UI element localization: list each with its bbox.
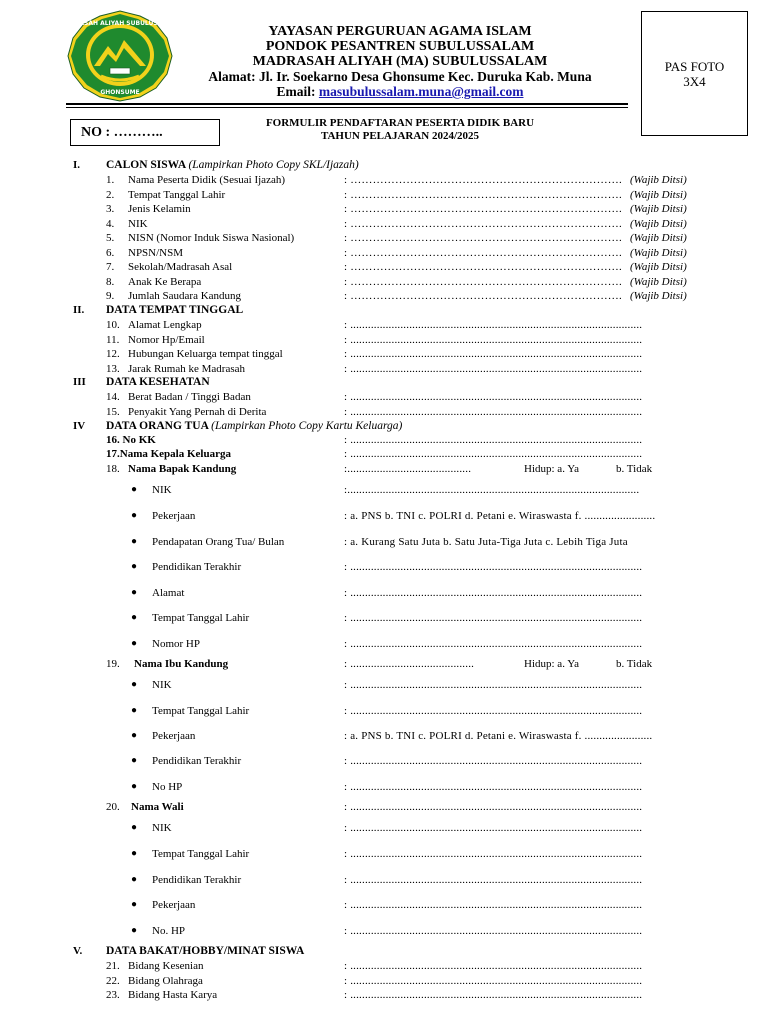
- field-number: 14.: [106, 391, 120, 403]
- field-number: 17.Nama Kepala Keluarga: [106, 448, 231, 460]
- fill-line[interactable]: : ...................................................................................................: [344, 348, 643, 360]
- hidup-ya-option[interactable]: Hidup: a. Ya: [524, 463, 580, 475]
- field-label: No. HP: [152, 925, 186, 937]
- field-number: 1.: [106, 174, 115, 186]
- fill-line[interactable]: : ...................................................................................................: [344, 612, 643, 624]
- fill-line[interactable]: : ...................................................................................................: [344, 434, 643, 446]
- section-title: DATA TEMPAT TINGGAL: [106, 304, 244, 316]
- fill-line[interactable]: : a. Kurang Satu Juta b. Satu Juta-Tiga Juta c. Lebih Tiga Juta: [344, 536, 628, 548]
- required-note: (Wajib Ditsi): [630, 174, 687, 186]
- bullet-icon: ●: [131, 510, 138, 521]
- form-row: [0, 988, 768, 1002]
- form-row: [0, 289, 768, 303]
- fill-line[interactable]: : ...................................................................................................: [344, 405, 643, 418]
- field-label: Pendidikan Terakhir: [152, 874, 242, 886]
- fill-line[interactable]: : ...................................................................................................: [344, 925, 643, 937]
- field-label: Nama Ibu Kandung: [134, 658, 229, 670]
- header-pesantren: PONDOK PESANTREN SUBULUSSALAM: [265, 39, 535, 54]
- field-number: 21.: [106, 960, 120, 972]
- fill-line[interactable]: :..........................................: [344, 463, 472, 475]
- fill-line[interactable]: : ...................................................................................................: [344, 801, 643, 813]
- field-label: Bidang Hasta Karya: [128, 989, 218, 1001]
- field-number: 11.: [106, 333, 120, 346]
- section-heading: [0, 375, 768, 389]
- form-row-no-kk: [0, 433, 768, 447]
- bullet-icon: ●: [131, 587, 138, 598]
- bullet-icon: ●: [131, 874, 138, 885]
- bullet-icon: ●: [131, 925, 138, 936]
- fill-line[interactable]: : ...................................................................................................: [344, 679, 643, 691]
- field-label: Pendidikan Terakhir: [152, 755, 242, 767]
- form-row: [0, 560, 768, 574]
- field-label: Tempat Tanggal Lahir: [152, 612, 250, 624]
- fill-line[interactable]: : ……………………………………………………………….: [344, 275, 622, 288]
- header-divider: [66, 103, 628, 105]
- form-row: [0, 637, 768, 651]
- form-row: [0, 188, 768, 202]
- field-number: 13.: [106, 362, 120, 375]
- form-row: [0, 347, 768, 361]
- hidup-tidak-option[interactable]: b. Tidak: [616, 463, 653, 475]
- form-row-nama-wali: [0, 800, 768, 814]
- form-row: [0, 202, 768, 216]
- form-row: [0, 483, 768, 497]
- field-label: Penyakit Yang Pernah di Derita: [128, 405, 267, 418]
- fill-line[interactable]: : ...................................................................................................: [344, 391, 643, 403]
- field-number: 2.: [106, 188, 115, 201]
- fill-line[interactable]: : ……………………………………………………………….: [344, 261, 622, 273]
- bullet-icon: ●: [131, 679, 138, 690]
- logo-bottom-text: GHONSUME: [100, 89, 140, 96]
- section-number: III: [73, 376, 86, 388]
- fill-line[interactable]: : ...................................................................................................: [344, 781, 643, 793]
- field-label: Nama Bapak Kandung: [128, 463, 237, 475]
- registration-number-box: NO : ………..: [70, 119, 220, 146]
- field-label: Hubungan Keluarga tempat tinggal: [128, 348, 283, 360]
- fill-line[interactable]: : ...................................................................................................: [344, 822, 643, 834]
- form-row: [0, 390, 768, 404]
- field-number: 22.: [106, 974, 120, 987]
- field-label: Bidang Kesenian: [128, 960, 204, 972]
- fill-line[interactable]: : ...................................................................................................: [344, 333, 643, 346]
- field-label: NIK: [152, 679, 172, 691]
- form-row: [0, 173, 768, 187]
- photo-size: 3X4: [683, 74, 706, 89]
- form-row: [0, 260, 768, 274]
- fill-line[interactable]: : ……………………………………………………………….: [344, 174, 622, 186]
- bullet-icon: ●: [131, 536, 138, 547]
- field-number: 23.: [106, 989, 120, 1001]
- header-divider-thin: [66, 107, 628, 108]
- section-heading: [0, 419, 768, 433]
- fill-line[interactable]: : ……………………………………………………………….: [344, 188, 622, 201]
- field-label: Sekolah/Madrasah Asal: [128, 261, 233, 273]
- section-title: DATA ORANG TUA (Lampirkan Photo Copy Kartu Keluarga): [106, 420, 403, 432]
- photo-box: [641, 11, 748, 136]
- form-subtitle: TAHUN PELAJARAN 2024/2025: [320, 130, 480, 142]
- field-label: Jenis Kelamin: [128, 203, 191, 215]
- logo-ring-text: MADRASAH ALIYAH SUBULUSSALAM: [59, 20, 181, 27]
- fill-line[interactable]: : ...................................................................................................: [344, 848, 643, 860]
- bullet-icon: ●: [131, 730, 138, 741]
- section-number: II.: [73, 304, 85, 316]
- required-note: (Wajib Ditsi): [630, 232, 687, 244]
- fill-line[interactable]: : ..........................................: [344, 658, 475, 670]
- field-number: 18.: [106, 463, 120, 475]
- field-number: 19.: [106, 658, 120, 670]
- fill-line[interactable]: : ……………………………………………………………….: [344, 246, 622, 259]
- fill-line[interactable]: : a. PNS b. TNI c. POLRI d. Petani e. Wiraswasta f. ........................: [344, 510, 656, 522]
- fill-line[interactable]: : ...................................................................................................: [344, 319, 643, 331]
- required-note: (Wajib Ditsi): [630, 188, 687, 201]
- form-row: [0, 246, 768, 260]
- field-label: NIK: [128, 217, 148, 230]
- bullet-icon: ●: [131, 561, 138, 572]
- fill-line[interactable]: : ……………………………………………………………….: [344, 232, 622, 244]
- email-label: Email:: [276, 84, 319, 99]
- field-label: NPSN/NSM: [128, 246, 184, 259]
- field-label: NIK: [152, 822, 172, 834]
- section-title: CALON SISWA (Lampirkan Photo Copy SKL/Ijazah): [106, 159, 359, 171]
- field-number: 16. No KK: [106, 434, 156, 446]
- bullet-icon: ●: [131, 484, 138, 495]
- bullet-icon: ●: [131, 705, 138, 716]
- section-heading: [0, 944, 768, 958]
- header-madrasah: MADRASAH ALIYAH (MA) SUBULUSSALAM: [252, 54, 548, 69]
- field-number: 20.: [106, 801, 120, 813]
- field-label: Tempat Tanggal Lahir: [152, 848, 250, 860]
- header-address: Alamat: Jl. Ir. Soekarno Desa Ghonsume Kec. Duruka Kab. Muna: [208, 69, 592, 84]
- form-row: [0, 729, 768, 743]
- hidup-tidak-option[interactable]: b. Tidak: [616, 658, 653, 670]
- required-note: (Wajib Ditsi): [630, 246, 687, 259]
- field-label: No HP: [152, 781, 183, 793]
- field-number: 5.: [106, 232, 115, 244]
- section-heading: [0, 303, 768, 317]
- field-label: Pendidikan Terakhir: [152, 561, 242, 573]
- fill-line[interactable]: : ...................................................................................................: [344, 561, 643, 573]
- fill-line[interactable]: :...................................................................................................: [344, 484, 640, 496]
- field-label: Pekerjaan: [152, 510, 196, 522]
- required-note: (Wajib Ditsi): [630, 203, 687, 215]
- form-row: [0, 959, 768, 973]
- fill-line[interactable]: : ...................................................................................................: [344, 705, 643, 717]
- bullet-icon: ●: [131, 822, 138, 833]
- required-note: (Wajib Ditsi): [630, 261, 687, 273]
- fill-line[interactable]: : ...................................................................................................: [344, 974, 643, 987]
- form-row: [0, 362, 768, 376]
- fill-line[interactable]: : ...................................................................................................: [344, 448, 643, 460]
- field-label: Berat Badan / Tinggi Badan: [128, 391, 251, 403]
- bullet-icon: ●: [131, 781, 138, 792]
- form-row: [0, 231, 768, 245]
- field-label: Jumlah Saudara Kandung: [128, 290, 242, 302]
- form-row-kepala-keluarga: [0, 447, 768, 461]
- fill-line[interactable]: : ……………………………………………………………….: [344, 203, 622, 215]
- field-label: Nama Peserta Didik (Sesuai Ijazah): [128, 174, 285, 186]
- field-number: 7.: [106, 261, 115, 273]
- form-row: [0, 924, 768, 938]
- hidup-ya-option[interactable]: Hidup: a. Ya: [524, 658, 580, 670]
- form-row: [0, 780, 768, 794]
- fill-line[interactable]: : ...................................................................................................: [344, 638, 643, 650]
- form-row: [0, 275, 768, 289]
- header-email-line: [180, 84, 620, 99]
- form-row: [0, 405, 768, 419]
- fill-line[interactable]: : ...................................................................................................: [344, 989, 643, 1001]
- field-label: Pekerjaan: [152, 899, 196, 911]
- bullet-icon: ●: [131, 899, 138, 910]
- bullet-icon: ●: [131, 612, 138, 623]
- form-row: [0, 898, 768, 912]
- section-number: V.: [73, 945, 83, 957]
- field-label: Nama Wali: [131, 801, 184, 813]
- fill-line[interactable]: : ...................................................................................................: [344, 874, 643, 886]
- form-row: [0, 873, 768, 887]
- field-label: NISN (Nomor Induk Siswa Nasional): [128, 232, 295, 244]
- form-row: [0, 217, 768, 231]
- field-label: Jarak Rumah ke Madrasah: [128, 362, 245, 375]
- fill-line[interactable]: : ...................................................................................................: [344, 755, 643, 767]
- photo-label: PAS FOTO: [664, 59, 725, 74]
- school-logo: [59, 10, 181, 102]
- section-number: IV: [73, 420, 86, 432]
- field-label: Pendapatan Orang Tua/ Bulan: [152, 536, 285, 548]
- field-label: Pekerjaan: [152, 730, 196, 742]
- field-label: NIK: [152, 484, 172, 496]
- fill-line[interactable]: : ……………………………………………………………….: [344, 217, 622, 230]
- form-row: [0, 821, 768, 835]
- required-note: (Wajib Ditsi): [630, 217, 687, 230]
- bullet-icon: ●: [131, 848, 138, 859]
- header-foundation: YAYASAN PERGURUAN AGAMA ISLAM: [268, 24, 532, 39]
- required-note: (Wajib Ditsi): [630, 275, 687, 288]
- form-row: [0, 678, 768, 692]
- required-note: (Wajib Ditsi): [630, 290, 687, 302]
- form-row: [0, 535, 768, 549]
- fill-line[interactable]: : ...................................................................................................: [344, 587, 643, 599]
- field-label: Alamat: [152, 587, 185, 599]
- field-label: Anak Ke Berapa: [128, 275, 202, 288]
- field-number: 10.: [106, 319, 120, 331]
- field-number: 15.: [106, 405, 120, 418]
- fill-line[interactable]: : ...................................................................................................: [344, 899, 643, 911]
- fill-line[interactable]: : ...................................................................................................: [344, 960, 643, 972]
- form-row: [0, 611, 768, 625]
- section-title: DATA KESEHATAN: [106, 376, 210, 388]
- section-heading: [0, 158, 768, 172]
- form-row: [0, 847, 768, 861]
- fill-line[interactable]: : ……………………………………………………………….: [344, 290, 622, 302]
- form-row: [0, 318, 768, 332]
- form-row-nama-bapak: [0, 462, 768, 476]
- form-row-nama-ibu: [0, 657, 768, 671]
- form-row: [0, 509, 768, 523]
- bullet-icon: ●: [131, 755, 138, 766]
- form-row: [0, 754, 768, 768]
- section-title: DATA BAKAT/HOBBY/MINAT SISWA: [106, 945, 305, 957]
- field-label: Nomor HP: [152, 638, 200, 650]
- field-label: Tempat Tanggal Lahir: [128, 188, 226, 201]
- bullet-icon: ●: [131, 638, 138, 649]
- form-row: [0, 586, 768, 600]
- fill-line[interactable]: : ...................................................................................................: [344, 362, 643, 375]
- field-label: Alamat Lengkap: [128, 319, 202, 331]
- field-number: 8.: [106, 275, 115, 288]
- section-number: I.: [73, 159, 81, 171]
- form-row: [0, 974, 768, 988]
- form-row: [0, 333, 768, 347]
- field-label: Nomor Hp/Email: [128, 333, 205, 346]
- field-label: Bidang Olahraga: [128, 974, 203, 987]
- form-title: FORMULIR PENDAFTARAN PESERTA DIDIK BARU: [265, 117, 535, 129]
- fill-line[interactable]: : a. PNS b. TNI c. POLRI d. Petani e. Wiraswasta f. .......................: [344, 730, 653, 742]
- field-number: 12.: [106, 348, 120, 360]
- email-link[interactable]: masubulussalam.muna@gmail.com: [318, 84, 524, 99]
- field-label: Tempat Tanggal Lahir: [152, 705, 250, 717]
- field-number: 3.: [106, 203, 115, 215]
- form-row: [0, 704, 768, 718]
- field-number: 4.: [106, 217, 115, 230]
- field-number: 9.: [106, 290, 115, 302]
- field-number: 6.: [106, 246, 115, 259]
